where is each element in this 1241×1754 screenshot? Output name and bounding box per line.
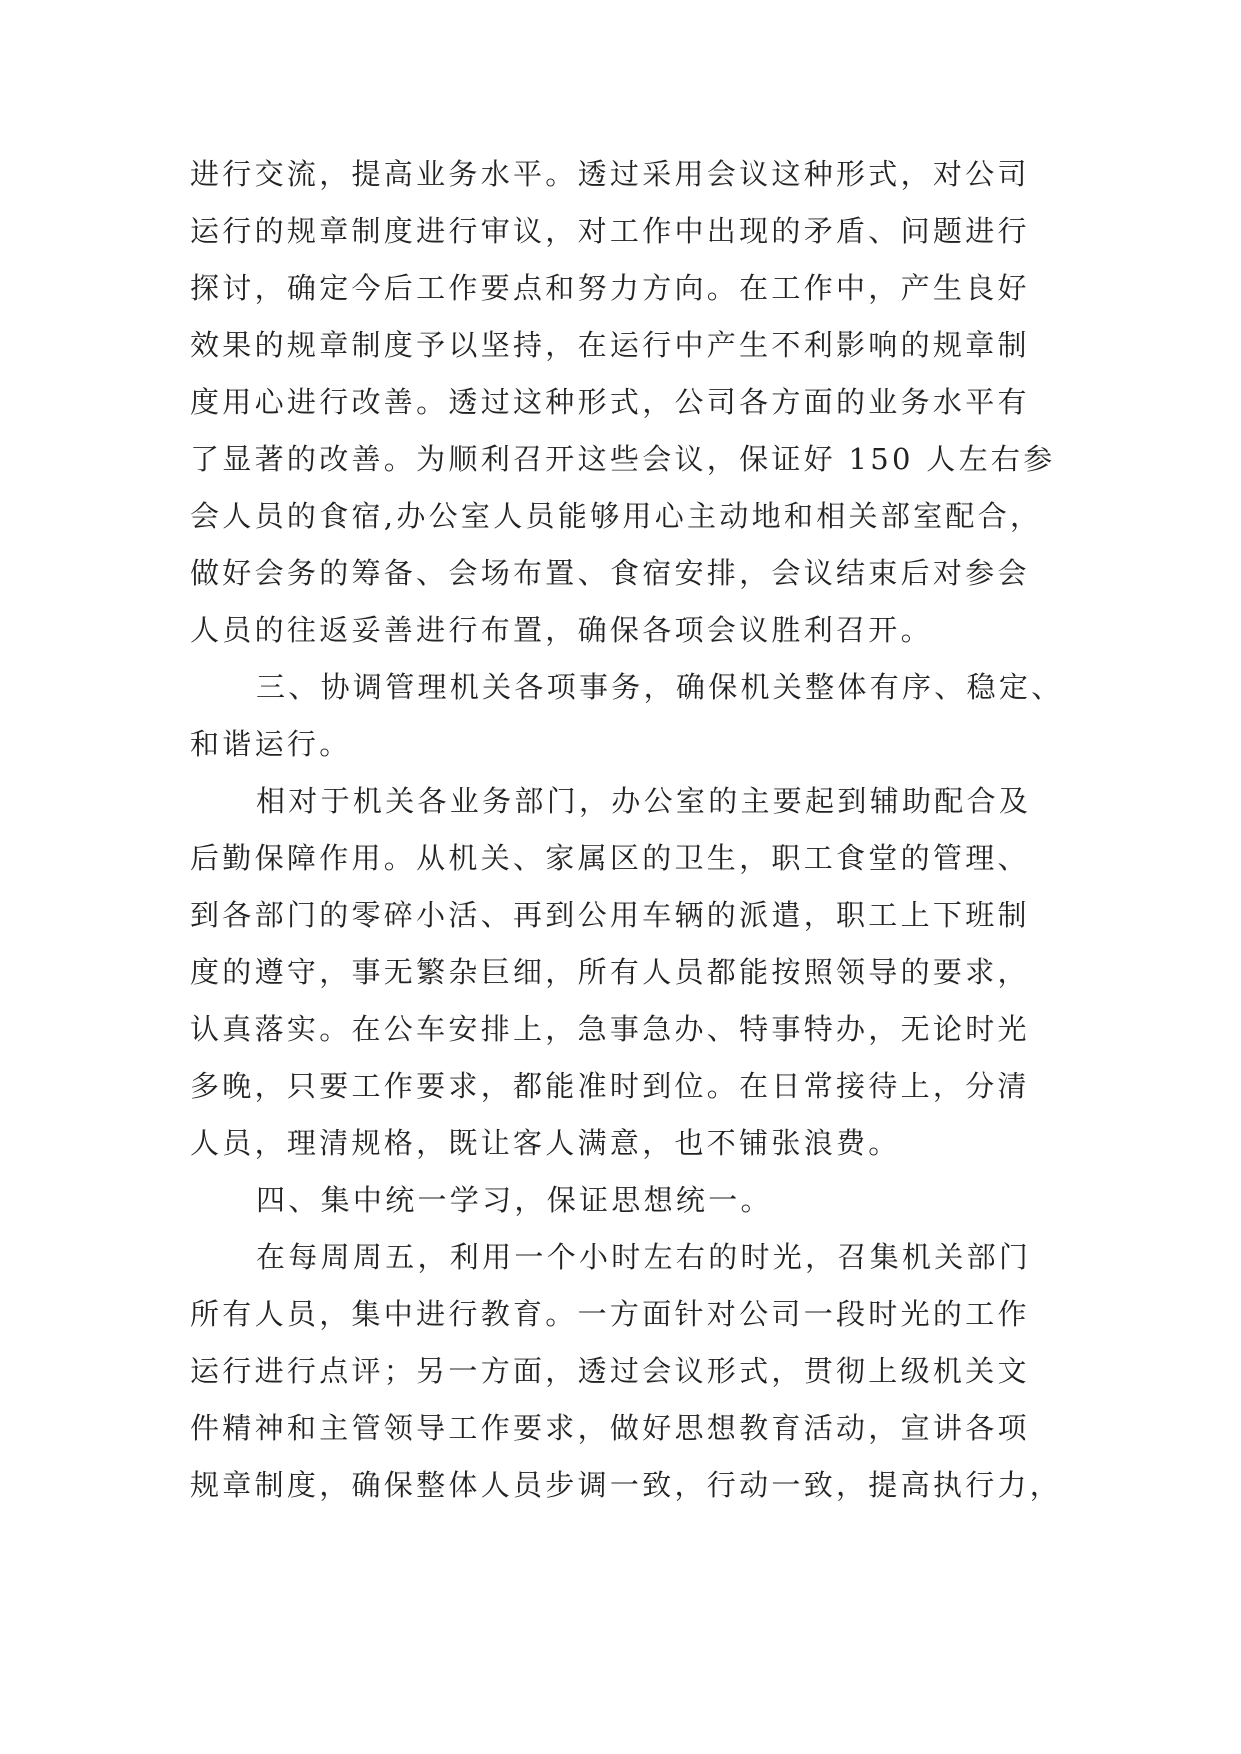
- text-line: 后勤保障作用。从机关、家属区的卫生，职工食堂的管理、: [190, 841, 1030, 875]
- document-page: [190, 146, 1064, 1514]
- text-line: 四、集中统一学习，保证思想统一。: [256, 1183, 773, 1217]
- text-line: 人员的往返妥善进行布置，确保各项会议胜利召开。: [190, 613, 933, 647]
- text-line: 所有人员，集中进行教育。一方面针对公司一段时光的工作: [190, 1297, 1030, 1331]
- text-line: 运行的规章制度进行审议，对工作中出现的矛盾、问题进行: [190, 214, 1030, 248]
- text-line: 会人员的食宿,办公室人员能够用心主动地和相关部室配合，: [190, 499, 1043, 533]
- text-line: 和谐运行。: [190, 727, 352, 761]
- text-line: 运行进行点评；另一方面，透过会议形式，贯彻上级机关文: [190, 1354, 1030, 1388]
- text-line: 到各部门的零碎小活、再到公用车辆的派遣，职工上下班制: [190, 898, 1030, 932]
- text-line: 认真落实。在公车安排上，急事急办、特事特办，无论时光: [190, 1012, 1030, 1046]
- text-line: 效果的规章制度予以坚持，在运行中产生不利影响的规章制: [190, 328, 1030, 362]
- text-line: 多晚，只要工作要求，都能准时到位。在日常接待上，分清: [190, 1069, 1030, 1103]
- text-line: 规章制度，确保整体人员步调一致，行动一致，提高执行力，: [190, 1468, 1063, 1502]
- text-line: 度用心进行改善。透过这种形式，公司各方面的业务水平有: [190, 385, 1030, 419]
- text-line: 相对于机关各业务部门，办公室的主要起到辅助配合及: [256, 784, 1032, 818]
- text-line: 了显著的改善。为顺利召开这些会议，保证好 150 人左右参: [190, 442, 1056, 476]
- text-line: 度的遵守，事无繁杂巨细，所有人员都能按照领导的要求，: [190, 955, 1030, 989]
- text-line: 人员，理清规格，既让客人满意，也不铺张浪费。: [190, 1126, 901, 1160]
- paragraph-study: [190, 1229, 1063, 1514]
- paragraph-coordination: [190, 773, 1060, 1172]
- text-line: 件精神和主管领导工作要求，做好思想教育活动，宣讲各项: [190, 1411, 1030, 1445]
- text-line: 做好会务的筹备、会场布置、食宿安排，会议结束后对参会: [190, 556, 1030, 590]
- section-heading-four: [190, 1172, 1060, 1229]
- paragraph-meetings: [190, 146, 1060, 659]
- text-line: 探讨，确定今后工作要点和努力方向。在工作中，产生良好: [190, 271, 1030, 305]
- text-line: 在每周周五，利用一个小时左右的时光，召集机关部门: [256, 1240, 1032, 1274]
- text-line: 三、协调管理机关各项事务，确保机关整体有序、稳定、: [256, 670, 1064, 704]
- section-heading-three: [190, 659, 1064, 773]
- text-line: 进行交流，提高业务水平。透过采用会议这种形式，对公司: [190, 157, 1030, 191]
